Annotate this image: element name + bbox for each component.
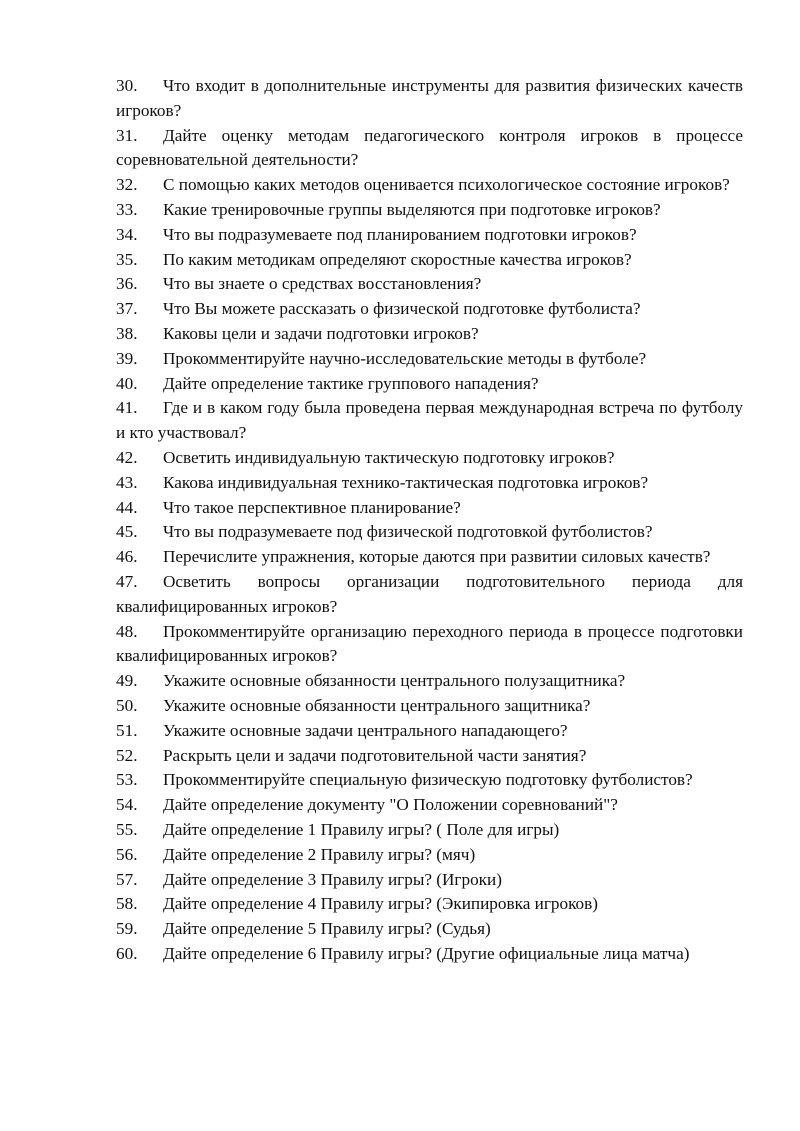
question-number: 58.	[116, 894, 138, 914]
question-text: Дайте оценку методам педагогического контроля игроков в процессе соревновательной деятельности?	[116, 125, 743, 170]
question-number: 57.	[116, 869, 138, 889]
question-item	[116, 173, 743, 198]
question-text: Какие тренировочные группы выделяются при подготовке игроков?	[163, 199, 661, 219]
question-number: 45.	[116, 522, 138, 542]
question-number: 36.	[116, 274, 138, 294]
question-number: 50.	[116, 695, 138, 715]
question-number: 55.	[116, 819, 138, 839]
question-text: Дайте определение тактике группового нападения?	[163, 373, 539, 393]
question-number: 59.	[116, 919, 138, 939]
question-text: Дайте определение 5 Правилу игры? (Судья)	[163, 919, 491, 939]
question-item	[116, 124, 743, 174]
question-item	[116, 248, 743, 273]
question-item	[116, 496, 743, 521]
question-text: Дайте определение 1 Правилу игры? ( Поле для игры)	[163, 819, 560, 839]
question-item	[116, 942, 743, 967]
question-text: Дайте определение 6 Правилу игры? (Другие официальные лица матча)	[163, 943, 690, 963]
question-text: Где и в каком году была проведена первая международная встреча по футболу и кто участвовал?	[116, 398, 743, 443]
question-item	[116, 372, 743, 397]
question-number: 46.	[116, 547, 138, 567]
question-item	[116, 744, 743, 769]
question-number: 35.	[116, 249, 138, 269]
question-item	[116, 322, 743, 347]
question-number: 42.	[116, 447, 138, 467]
question-text: Дайте определение документу "О Положении соревнований"?	[163, 795, 618, 815]
question-text: Какова индивидуальная технико-тактическая подготовка игроков?	[163, 472, 649, 492]
question-text: Укажите основные обязанности центрального защитника?	[163, 695, 591, 715]
question-number: 38.	[116, 323, 138, 343]
question-item	[116, 669, 743, 694]
question-text: Дайте определение 4 Правилу игры? (Экипировка игроков)	[163, 894, 598, 914]
question-item	[116, 768, 743, 793]
question-number: 54.	[116, 795, 138, 815]
question-text: Дайте определение 3 Правилу игры? (Игроки)	[163, 869, 502, 889]
question-number: 31.	[116, 125, 138, 145]
question-text: Что Вы можете рассказать о физической подготовке футболиста?	[163, 299, 641, 319]
question-text: Что входит в дополнительные инструменты для развития физических качеств игроков?	[116, 76, 743, 120]
question-number: 43.	[116, 472, 138, 492]
question-number: 40.	[116, 373, 138, 393]
question-item	[116, 694, 743, 719]
question-item	[116, 917, 743, 942]
question-number: 47.	[116, 571, 138, 591]
question-number: 56.	[116, 844, 138, 864]
question-text: Укажите основные задачи центрального нападающего?	[163, 720, 568, 740]
question-number: 37.	[116, 299, 138, 319]
question-text: Прокомментируйте специальную физическую подготовку футболистов?	[163, 770, 693, 790]
question-item	[116, 570, 743, 620]
question-item	[116, 297, 743, 322]
question-item	[116, 347, 743, 372]
question-number: 53.	[116, 770, 138, 790]
question-item	[116, 892, 743, 917]
question-text: Что такое перспективное планирование?	[163, 497, 461, 517]
question-item	[116, 818, 743, 843]
question-text: Осветить вопросы организации подготовительного периода для квалифицированных игроков?	[116, 571, 743, 616]
question-text: Что вы подразумеваете под физической подготовкой футболистов?	[163, 522, 653, 542]
question-item	[116, 868, 743, 893]
question-text: Осветить индивидуальную тактическую подготовку игроков?	[163, 447, 615, 467]
question-text: Каковы цели и задачи подготовки игроков?	[163, 323, 479, 343]
question-item	[116, 471, 743, 496]
question-number: 51.	[116, 720, 138, 740]
question-number: 48.	[116, 621, 138, 641]
question-text: Раскрыть цели и задачи подготовительной части занятия?	[163, 745, 587, 765]
question-text: Укажите основные обязанности центрального полузащитника?	[163, 671, 626, 691]
question-text: С помощью каких методов оценивается психологическое состояние игроков?	[163, 175, 730, 195]
question-number: 52.	[116, 745, 138, 765]
question-item	[116, 396, 743, 446]
question-number: 32.	[116, 175, 138, 195]
question-item	[116, 223, 743, 248]
question-item	[116, 520, 743, 545]
question-number: 41.	[116, 398, 138, 418]
question-number: 44.	[116, 497, 138, 517]
question-list	[116, 74, 743, 967]
question-text: Прокомментируйте научно-исследовательские методы в футболе?	[163, 348, 647, 368]
question-number: 39.	[116, 348, 138, 368]
question-number: 33.	[116, 199, 138, 219]
question-number: 60.	[116, 943, 138, 963]
question-number: 30.	[116, 76, 138, 95]
question-text: Прокомментируйте организацию переходного периода в процессе подготовки квалифицированных игроков?	[116, 621, 743, 666]
question-text: По каким методикам определяют скоростные качества игроков?	[163, 249, 632, 269]
question-item	[116, 719, 743, 744]
question-item	[116, 793, 743, 818]
question-text: Дайте определение 2 Правилу игры? (мяч)	[163, 844, 476, 864]
question-number: 34.	[116, 224, 138, 244]
question-text: Что вы подразумеваете под планированием подготовки игроков?	[163, 224, 637, 244]
question-text: Что вы знаете о средствах восстановления?	[163, 274, 482, 294]
question-item	[116, 843, 743, 868]
question-item	[116, 446, 743, 471]
question-item	[116, 74, 743, 124]
question-item	[116, 545, 743, 570]
question-item	[116, 272, 743, 297]
question-text: Перечислите упражнения, которые даются при развитии силовых качеств?	[163, 547, 711, 567]
question-item	[116, 198, 743, 223]
question-item	[116, 620, 743, 670]
question-number: 49.	[116, 671, 138, 691]
